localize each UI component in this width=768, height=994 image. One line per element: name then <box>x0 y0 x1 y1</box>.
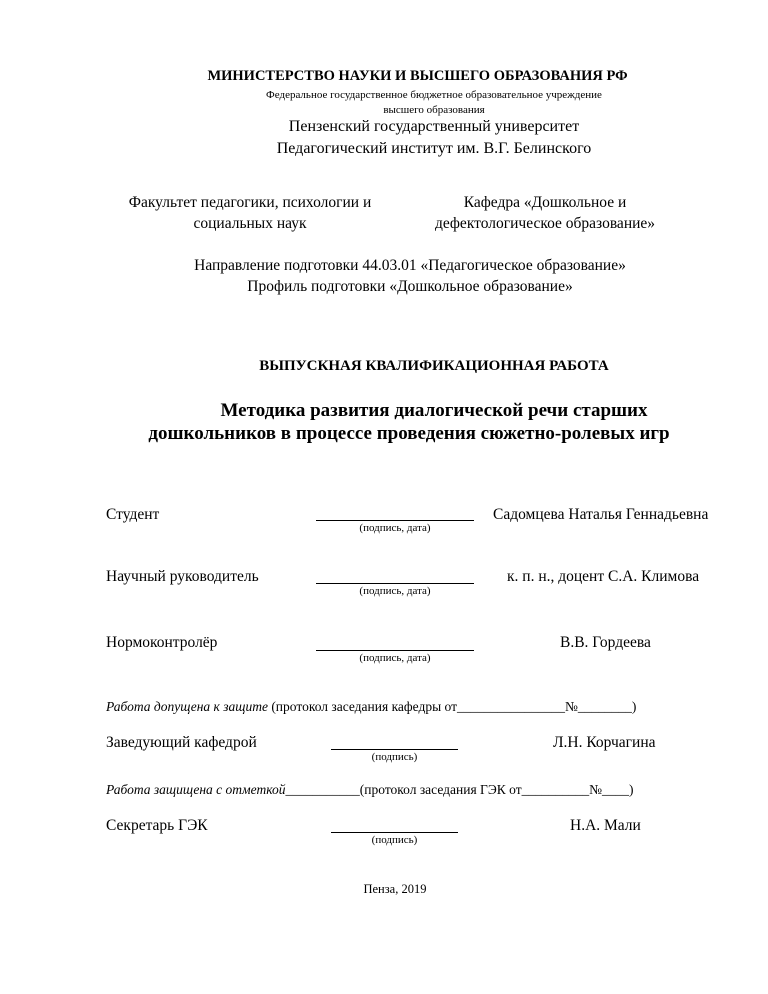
thesis-title-line1: Методика развития диалогической речи старших <box>220 400 648 421</box>
institute-name: Педагогический институт им. В.Г. Белинского <box>276 140 592 157</box>
department-line2: дефектологическое образование» <box>434 215 656 232</box>
normcontrol-signature-line <box>316 650 474 651</box>
student-name: Садомцева Наталья Геннадьевна <box>493 506 709 523</box>
supervisor-name: к. п. н., доцент С.А. Климова <box>507 568 700 585</box>
admission-line <box>106 699 636 715</box>
city-year: Пенза, 2019 <box>363 882 427 896</box>
work-type-heading: ВЫПУСКНАЯ КВАЛИФИКАЦИОННАЯ РАБОТА <box>259 358 609 374</box>
supervisor-signature-line <box>316 583 474 584</box>
university-name: Пензенский государственный университет <box>288 118 580 135</box>
supervisor-role: Научный руководитель <box>106 568 259 585</box>
defense-line <box>106 782 634 798</box>
student-signature-hint: (подпись, дата) <box>359 522 431 534</box>
secretary-signature-line <box>331 832 458 833</box>
head-of-department-role: Заведующий кафедрой <box>106 734 257 751</box>
normcontrol-signature-hint: (подпись, дата) <box>359 652 431 664</box>
secretary-role: Секретарь ГЭК <box>106 817 208 834</box>
faculty-line2: социальных наук <box>193 215 307 232</box>
ministry-heading: МИНИСТЕРСТВО НАУКИ И ВЫСШЕГО ОБРАЗОВАНИЯ РФ <box>207 68 628 84</box>
secretary-name: Н.А. Мали <box>570 817 641 834</box>
head-of-department-name: Л.Н. Корчагина <box>553 734 656 751</box>
normcontrol-role: Нормоконтролёр <box>106 634 218 651</box>
defense-protocol: ___________(протокол заседания ГЭК от__________№____) <box>285 782 634 797</box>
department-line1: Кафедра «Дошкольное и <box>463 194 627 211</box>
head-of-department-signature-line <box>331 749 458 750</box>
institution-type-line1: Федеральное государственное бюджетное образовательное учреждение <box>266 89 602 101</box>
normcontrol-name: В.В. Гордеева <box>560 634 651 651</box>
supervisor-signature-hint: (подпись, дата) <box>359 585 431 597</box>
student-role: Студент <box>106 506 160 523</box>
direction-line: Направление подготовки 44.03.01 «Педагогическое образование» <box>194 257 626 274</box>
head-of-department-signature-hint: (подпись) <box>371 751 418 763</box>
admission-label: Работа допущена к защите <box>106 699 268 714</box>
student-signature-line <box>316 520 474 521</box>
faculty-line1: Факультет педагогики, психологии и <box>128 194 372 211</box>
thesis-title-line2: дошкольников в процессе проведения сюжетно-ролевых игр <box>148 423 670 444</box>
profile-line: Профиль подготовки «Дошкольное образование» <box>247 278 573 295</box>
admission-protocol: (протокол заседания кафедры от________________№________) <box>267 699 637 714</box>
secretary-signature-hint: (подпись) <box>371 834 418 846</box>
institution-type-line2: высшего образования <box>383 104 485 116</box>
defense-label: Работа защищена с отметкой <box>106 782 286 797</box>
